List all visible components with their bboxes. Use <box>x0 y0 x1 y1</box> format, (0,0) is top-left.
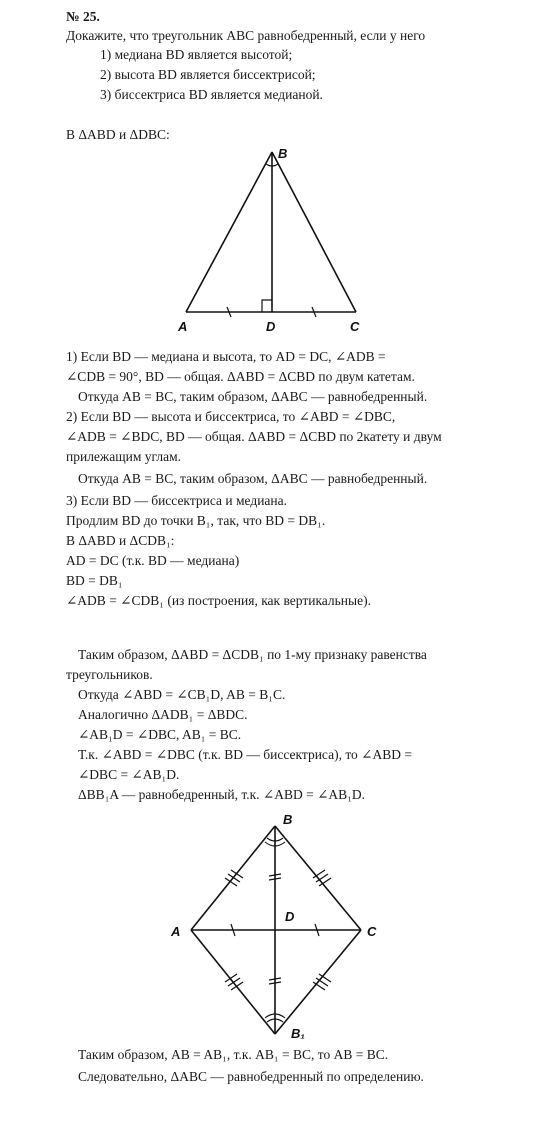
proof-line-4: 2) Если BD — высота и биссектриса, то ∠ABD = ∠DBC, <box>66 409 396 424</box>
conclusion-line-3: Откуда ∠ABD = ∠CB₁D, AB = B₁C. <box>78 687 286 702</box>
conclusion-line-4: Аналогично ΔADB₁ = ΔBDC. <box>78 707 248 722</box>
conclusion-line-5: ∠AB₁D = ∠DBC, AB₁ = BC. <box>78 727 242 742</box>
final-line-2: Следовательно, ΔABC — равнобедренный по определению. <box>78 1069 424 1084</box>
side-ab <box>186 152 272 312</box>
label-b: B <box>283 812 293 827</box>
proof-line-12: BD = DB₁ <box>66 573 123 588</box>
conclusion-line-8: ΔBB₁A — равнобедренный, т.к. ∠ABD = ∠AB₁D. <box>78 787 365 802</box>
label-d: D <box>285 909 295 924</box>
proof-line-8: 3) Если BD — биссектриса и медиана. <box>66 493 288 508</box>
conclusion-line-6: Т.к. ∠ABD = ∠DBC (т.к. BD — биссектриса), то ∠ABD = <box>78 747 412 762</box>
right-angle-mark <box>262 300 272 312</box>
conclusion-line-1: Таким образом, ΔABD = ΔCDB₁ по 1-му признаку равенства <box>78 647 427 662</box>
side-bc <box>272 152 356 312</box>
proof-line-6: прилежащим углам. <box>66 449 182 464</box>
task-statement: Докажите, что треугольник ABC равнобедренный, если у него <box>66 28 426 43</box>
conclusion-line-2: треугольников. <box>66 667 153 682</box>
proof-line-1: 1) Если BD — медиана и высота, то AD = DC, ∠ADB = <box>66 349 386 364</box>
proof-line-9: Продлим BD до точки B₁, так, что BD = DB₁. <box>66 513 326 528</box>
proof-line-3: Откуда AB = BC, таким образом, ΔABC — равнобедренный. <box>78 389 428 404</box>
proof-line-5: ∠ADB = ∠BDC, BD — общая. ΔABD = ΔCBD по 2катету и двум <box>66 429 442 444</box>
task-item-3: 3) биссектриса BD является медианой. <box>100 87 323 102</box>
proof-line-13: ∠ADB = ∠CDB₁ (из построения, как вертикальные). <box>66 593 371 608</box>
proof-line-7: Откуда AB = BC, таким образом, ΔABC — равнобедренный. <box>78 471 428 486</box>
problem-number: № 25. <box>66 9 100 24</box>
proof-line-2: ∠CDB = 90°, BD — общая. ΔABD = ΔCBD по двум катетам. <box>66 369 415 384</box>
label-a: A <box>171 924 181 939</box>
conclusion-line-7: ∠DBC = ∠AB₁D. <box>78 767 180 782</box>
triangle-figure <box>170 140 380 340</box>
label-d: D <box>266 319 276 334</box>
final-line-1: Таким образом, AB = AB₁, т.к. AB₁ = BC, то AB = BC. <box>78 1047 389 1062</box>
task-item-1: 1) медиана BD является высотой; <box>100 47 293 62</box>
proof-line-10: В ΔABD и ΔCDB₁: <box>66 533 175 548</box>
proof-line-11: AD = DC (т.к. BD — медиана) <box>66 553 240 568</box>
task-item-2: 2) высота BD является биссектрисой; <box>100 67 316 82</box>
label-b1: B₁ <box>291 1026 305 1041</box>
label-b: B <box>278 146 288 161</box>
rhombus-figure <box>165 808 395 1048</box>
label-c: C <box>367 924 377 939</box>
proof-intro: В ΔABD и ΔDBC: <box>66 127 170 142</box>
side-b1c <box>275 930 361 1034</box>
label-a: A <box>178 319 188 334</box>
label-c: C <box>350 319 360 334</box>
